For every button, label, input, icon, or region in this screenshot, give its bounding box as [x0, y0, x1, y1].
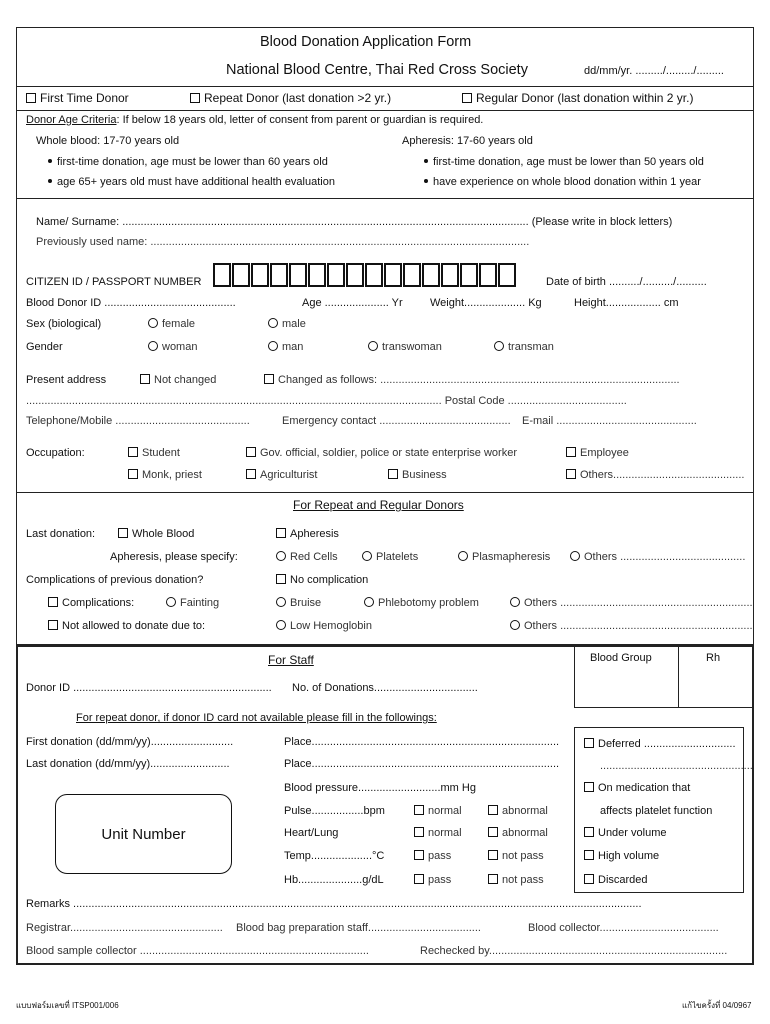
- sample-collector-field[interactable]: Blood sample collector ...........................................................................: [26, 945, 369, 957]
- no-complication-label: No complication: [290, 574, 369, 586]
- deferred-label: Deferred ..............................: [598, 738, 736, 750]
- heart-lung-label: Heart/Lung: [284, 827, 339, 839]
- affects-platelet-label: affects platelet function: [600, 805, 713, 817]
- repeat-section-heading: For Repeat and Regular Donors: [293, 498, 464, 512]
- form-number: แบบฟอร์มเลขที่ ITSP001/006: [16, 1001, 119, 1010]
- radio-icon[interactable]: [458, 551, 468, 561]
- first-donation-field[interactable]: First donation (dd/mm/yy)...........................: [26, 736, 234, 748]
- checkbox-icon[interactable]: [566, 469, 576, 479]
- checkbox-icon[interactable]: [488, 874, 498, 884]
- divider: [16, 86, 754, 87]
- student-label: Student: [142, 447, 180, 459]
- address-label: Present address: [26, 374, 107, 386]
- age-criteria-heading: Donor Age Criteria: [26, 114, 117, 126]
- repeat-donor-label: Repeat Donor: [204, 91, 279, 105]
- radio-icon[interactable]: [510, 597, 520, 607]
- wb-rule-1: [48, 156, 328, 168]
- staff-section-heading: For Staff: [268, 653, 314, 667]
- citizen-id-boxes[interactable]: [213, 263, 517, 287]
- not-allowed-others-label: Others ...............................................................: [524, 620, 753, 632]
- bullet-icon: [424, 159, 428, 163]
- digit-box[interactable]: [327, 263, 345, 287]
- occupation-monk-option[interactable]: [128, 469, 202, 481]
- high-volume-option[interactable]: [584, 850, 659, 862]
- apheresis-specify-label: Apheresis, please specify:: [110, 551, 238, 563]
- dob-field[interactable]: Date of birth ........../........../..........: [546, 276, 707, 288]
- digit-box[interactable]: [460, 263, 478, 287]
- checkbox-icon[interactable]: [584, 850, 594, 860]
- staff-donor-id-field[interactable]: Donor ID .................................................................: [26, 682, 272, 694]
- radio-icon[interactable]: [148, 341, 158, 351]
- last-place-field[interactable]: Place.................................................................................: [284, 758, 560, 770]
- digit-box[interactable]: [251, 263, 269, 287]
- apheresis-criteria: Apheresis: 17-60 years old: [402, 135, 533, 147]
- gender-transwoman-option[interactable]: [368, 341, 442, 353]
- last-apheresis-option[interactable]: [276, 528, 339, 540]
- gender-label: Gender: [26, 341, 63, 353]
- platelets-label: Platelets: [376, 551, 419, 563]
- wb-rule-2-text: age 65+ years old must have additional health evaluation: [57, 176, 335, 188]
- radio-icon[interactable]: [268, 341, 278, 351]
- last-donation-field[interactable]: Last donation (dd/mm/yy)..........................: [26, 758, 230, 770]
- digit-box[interactable]: [479, 263, 497, 287]
- registrar-field[interactable]: Registrar..................................................: [26, 922, 223, 934]
- emergency-contact-field[interactable]: Emergency contact ...........................................: [282, 415, 511, 427]
- phlebotomy-option[interactable]: [364, 597, 479, 609]
- on-medication-label: On medication that: [598, 782, 691, 794]
- sex-female-option[interactable]: [148, 318, 195, 330]
- bullet-icon: [424, 179, 428, 183]
- platelets-option[interactable]: [362, 551, 418, 563]
- checkbox-icon[interactable]: [414, 874, 424, 884]
- occupation-label: Occupation:: [26, 447, 85, 459]
- fainting-option[interactable]: [166, 597, 219, 609]
- checkbox-icon[interactable]: [584, 874, 594, 884]
- checkbox-icon[interactable]: [26, 93, 36, 103]
- radio-icon[interactable]: [362, 551, 372, 561]
- monk-label: Monk, priest: [142, 469, 202, 481]
- ap-rule-2-text: have experience on whole blood donation within 1 year: [433, 176, 701, 188]
- regular-donor-label: Regular Donor: [476, 91, 555, 105]
- discarded-label: Discarded: [598, 874, 648, 886]
- business-label: Business: [402, 469, 447, 481]
- not-allowed-others-option[interactable]: [510, 620, 753, 632]
- age-criteria-note: : If below 18 years old, letter of consent from parent or guardian is required.: [116, 114, 484, 126]
- red-cells-option[interactable]: [276, 551, 338, 563]
- not-pass-label: not pass: [502, 874, 544, 886]
- digit-box[interactable]: [422, 263, 440, 287]
- digit-box[interactable]: [270, 263, 288, 287]
- plasmapheresis-option[interactable]: [458, 551, 550, 563]
- no-complication-option[interactable]: [276, 574, 368, 586]
- radio-icon[interactable]: [166, 597, 176, 607]
- radio-icon[interactable]: [276, 597, 286, 607]
- employee-label: Employee: [580, 447, 629, 459]
- heart-abnormal-option[interactable]: [488, 827, 548, 839]
- not-allowed-option[interactable]: [48, 620, 205, 632]
- address-not-changed-option[interactable]: [140, 374, 216, 386]
- previous-name-field[interactable]: Previously used name: ............................................................................................................................: [36, 236, 530, 248]
- occupation-others-option[interactable]: [566, 469, 744, 481]
- temp-not-pass-option[interactable]: [488, 850, 544, 862]
- occupation-employee-option[interactable]: [566, 447, 629, 459]
- form-subtitle: National Blood Centre, Thai Red Cross Society: [226, 62, 528, 78]
- phlebotomy-label: Phlebotomy problem: [378, 597, 479, 609]
- repeat-donor-note: For repeat donor, if donor ID card not available please fill in the followings:: [76, 712, 437, 724]
- apheresis-others-label: Others .........................................: [584, 551, 746, 563]
- age-criteria: [26, 114, 483, 126]
- whole-blood-label: Whole Blood: [132, 528, 195, 540]
- fainting-label: Fainting: [180, 597, 220, 609]
- checkbox-icon[interactable]: [566, 447, 576, 457]
- height-field[interactable]: Height.................. cm: [574, 297, 679, 309]
- deferred-option[interactable]: [584, 738, 736, 750]
- checkbox-icon[interactable]: [414, 827, 424, 837]
- name-field[interactable]: Name/ Surname: ..................................................................................................................................... (Please write in block letters): [36, 216, 673, 228]
- normal-label: normal: [428, 805, 462, 817]
- citizen-id-label: CITIZEN ID / PASSPORT NUMBER: [26, 276, 202, 288]
- normal-label: normal: [428, 827, 462, 839]
- on-medication-option[interactable]: [584, 782, 690, 794]
- rh-label: Rh: [706, 652, 721, 664]
- abnormal-label: abnormal: [502, 805, 548, 817]
- digit-box[interactable]: [213, 263, 231, 287]
- digit-box[interactable]: [384, 263, 402, 287]
- unit-number-box[interactable]: [55, 794, 232, 874]
- checkbox-icon[interactable]: [584, 782, 594, 792]
- complication-others-label: Others ...............................................................: [524, 597, 753, 609]
- red-cells-label: Red Cells: [290, 551, 338, 563]
- checkbox-icon[interactable]: [246, 469, 256, 479]
- apheresis-label: Apheresis: [290, 528, 339, 540]
- gender-man-option[interactable]: [268, 341, 303, 353]
- blood-pressure-field[interactable]: Blood pressure...........................mm Hg: [284, 782, 476, 794]
- apheresis-others-option[interactable]: [570, 551, 745, 563]
- changed-label: Changed as follows: ..................................................................................................: [278, 374, 680, 386]
- male-label: male: [282, 318, 306, 330]
- unit-number-label: Unit Number: [101, 825, 186, 843]
- radio-icon[interactable]: [268, 318, 278, 328]
- low-hemoglobin-label: Low Hemoglobin: [290, 620, 372, 632]
- sex-male-option[interactable]: [268, 318, 306, 330]
- radio-icon[interactable]: [570, 551, 580, 561]
- radio-icon[interactable]: [494, 341, 504, 351]
- digit-box[interactable]: [498, 263, 516, 287]
- checkbox-icon[interactable]: [246, 447, 256, 457]
- phone-field[interactable]: Telephone/Mobile ............................................: [26, 415, 250, 427]
- sex-label: Sex (biological): [26, 318, 102, 330]
- blood-collector-field[interactable]: Blood collector.......................................: [528, 922, 719, 934]
- weight-field[interactable]: Weight.................... Kg: [430, 297, 542, 309]
- digit-box[interactable]: [441, 263, 459, 287]
- not-allowed-label: Not allowed to donate due to:: [62, 620, 206, 632]
- wb-rule-1-text: first-time donation, age must be lower than 60 years old: [57, 156, 328, 168]
- address-changed-option[interactable]: [264, 374, 680, 386]
- gender-transman-option[interactable]: [494, 341, 554, 353]
- repeat-donor-option[interactable]: [190, 91, 391, 105]
- regular-donor-note: (last donation within 2 yr.): [557, 91, 694, 105]
- digit-box[interactable]: [232, 263, 250, 287]
- female-label: female: [162, 318, 196, 330]
- first-time-donor-label: First Time Donor: [40, 91, 129, 105]
- complications-question: Complications of previous donation?: [26, 574, 204, 586]
- radio-icon[interactable]: [276, 620, 286, 630]
- age-field[interactable]: Age ..................... Yr: [302, 297, 403, 309]
- address-line-2[interactable]: ........................................................................................................................................ Postal Code .......................................: [26, 395, 627, 407]
- ap-rule-1-text: first-time donation, age must be lower than 50 years old: [433, 156, 704, 168]
- revision-number: แก้ไขครั้งที่ 04/0967: [682, 1001, 752, 1010]
- occupation-business-option[interactable]: [388, 469, 447, 481]
- remarks-field[interactable]: Remarks ..........................................................................................................................................................................................: [26, 898, 642, 910]
- checkbox-icon[interactable]: [414, 850, 424, 860]
- gender-woman-option[interactable]: [148, 341, 197, 353]
- checkbox-icon[interactable]: [190, 93, 200, 103]
- deferred-line[interactable]: ..................................................: [600, 760, 753, 772]
- checkbox-icon[interactable]: [414, 805, 424, 815]
- woman-label: woman: [162, 341, 198, 353]
- radio-icon[interactable]: [148, 318, 158, 328]
- transwoman-label: transwoman: [382, 341, 442, 353]
- checkbox-icon[interactable]: [462, 93, 472, 103]
- divider: [16, 492, 754, 493]
- radio-icon[interactable]: [510, 620, 520, 630]
- discarded-option[interactable]: [584, 874, 648, 886]
- digit-box[interactable]: [365, 263, 383, 287]
- bruise-option[interactable]: [276, 597, 321, 609]
- temp-pass-option[interactable]: [414, 850, 451, 862]
- not-changed-label: Not changed: [154, 374, 217, 386]
- gov-label: Gov. official, soldier, police or state enterprise worker: [260, 447, 517, 459]
- pass-label: pass: [428, 850, 452, 862]
- pulse-normal-option[interactable]: [414, 805, 462, 817]
- occupation-agri-option[interactable]: [246, 469, 317, 481]
- checkbox-icon[interactable]: [264, 374, 274, 384]
- radio-icon[interactable]: [364, 597, 374, 607]
- blood-group-divider: [678, 646, 679, 708]
- hb-pass-option[interactable]: [414, 874, 451, 886]
- bullet-icon: [48, 159, 52, 163]
- under-volume-label: Under volume: [598, 827, 667, 839]
- checkbox-icon[interactable]: [48, 620, 58, 630]
- checkbox-icon[interactable]: [48, 597, 58, 607]
- wb-rule-2: [48, 176, 335, 188]
- pulse-field[interactable]: Pulse.................bpm: [284, 805, 385, 817]
- hb-not-pass-option[interactable]: [488, 874, 544, 886]
- complications-label: Complications:: [62, 597, 135, 609]
- repeat-donor-note: (last donation >2 yr.): [282, 91, 392, 105]
- checkbox-icon[interactable]: [118, 528, 128, 538]
- checkbox-icon[interactable]: [584, 738, 594, 748]
- bruise-label: Bruise: [290, 597, 322, 609]
- ap-rule-2: [424, 176, 701, 188]
- last-whole-blood-option[interactable]: [118, 528, 194, 540]
- pulse-abnormal-option[interactable]: [488, 805, 548, 817]
- checkbox-icon[interactable]: [128, 447, 138, 457]
- ap-rule-1: [424, 156, 704, 168]
- pass-label: pass: [428, 874, 452, 886]
- temp-field[interactable]: Temp....................°C: [284, 850, 385, 862]
- heart-normal-option[interactable]: [414, 827, 462, 839]
- agri-label: Agriculturist: [260, 469, 318, 481]
- plasmapheresis-label: Plasmapheresis: [472, 551, 551, 563]
- complications-option[interactable]: [48, 597, 134, 609]
- email-field[interactable]: E-mail ..............................................: [522, 415, 697, 427]
- bag-staff-field[interactable]: Blood bag preparation staff.....................................: [236, 922, 481, 934]
- checkbox-icon[interactable]: [128, 469, 138, 479]
- whole-blood-criteria: Whole blood: 17-70 years old: [36, 135, 180, 147]
- regular-donor-option[interactable]: [462, 91, 693, 105]
- digit-box[interactable]: [289, 263, 307, 287]
- radio-icon[interactable]: [276, 551, 286, 561]
- blood-group-label: Blood Group: [590, 652, 652, 664]
- divider: [16, 198, 754, 199]
- digit-box[interactable]: [403, 263, 421, 287]
- checkbox-icon[interactable]: [488, 805, 498, 815]
- checkbox-icon[interactable]: [488, 850, 498, 860]
- transman-label: transman: [508, 341, 554, 353]
- checkbox-icon[interactable]: [276, 528, 286, 538]
- digit-box[interactable]: [308, 263, 326, 287]
- bullet-icon: [48, 179, 52, 183]
- first-time-donor-option[interactable]: [26, 91, 129, 105]
- others-label: Others...........................................: [580, 469, 745, 481]
- not-pass-label: not pass: [502, 850, 544, 862]
- last-donation-label: Last donation:: [26, 528, 96, 540]
- blood-donor-id-field[interactable]: Blood Donor ID ...........................................: [26, 297, 236, 309]
- rechecked-by-field[interactable]: Rechecked by..............................................................................: [420, 945, 728, 957]
- checkbox-icon[interactable]: [388, 469, 398, 479]
- occupation-student-option[interactable]: [128, 447, 180, 459]
- checkbox-icon[interactable]: [488, 827, 498, 837]
- first-place-field[interactable]: Place.................................................................................: [284, 736, 560, 748]
- checkbox-icon[interactable]: [276, 574, 286, 584]
- radio-icon[interactable]: [368, 341, 378, 351]
- abnormal-label: abnormal: [502, 827, 548, 839]
- date-field[interactable]: dd/mm/yr. ........./........./.........: [584, 65, 724, 77]
- complication-others-option[interactable]: [510, 597, 753, 609]
- divider: [16, 110, 754, 111]
- man-label: man: [282, 341, 304, 353]
- num-donations-field[interactable]: No. of Donations..................................: [292, 682, 478, 694]
- hb-field[interactable]: Hb.....................g/dL: [284, 874, 384, 886]
- low-hemoglobin-option[interactable]: [276, 620, 372, 632]
- under-volume-option[interactable]: [584, 827, 666, 839]
- checkbox-icon[interactable]: [140, 374, 150, 384]
- form-title: Blood Donation Application Form: [260, 34, 472, 50]
- digit-box[interactable]: [346, 263, 364, 287]
- checkbox-icon[interactable]: [584, 827, 594, 837]
- high-volume-label: High volume: [598, 850, 660, 862]
- occupation-gov-option[interactable]: [246, 447, 517, 459]
